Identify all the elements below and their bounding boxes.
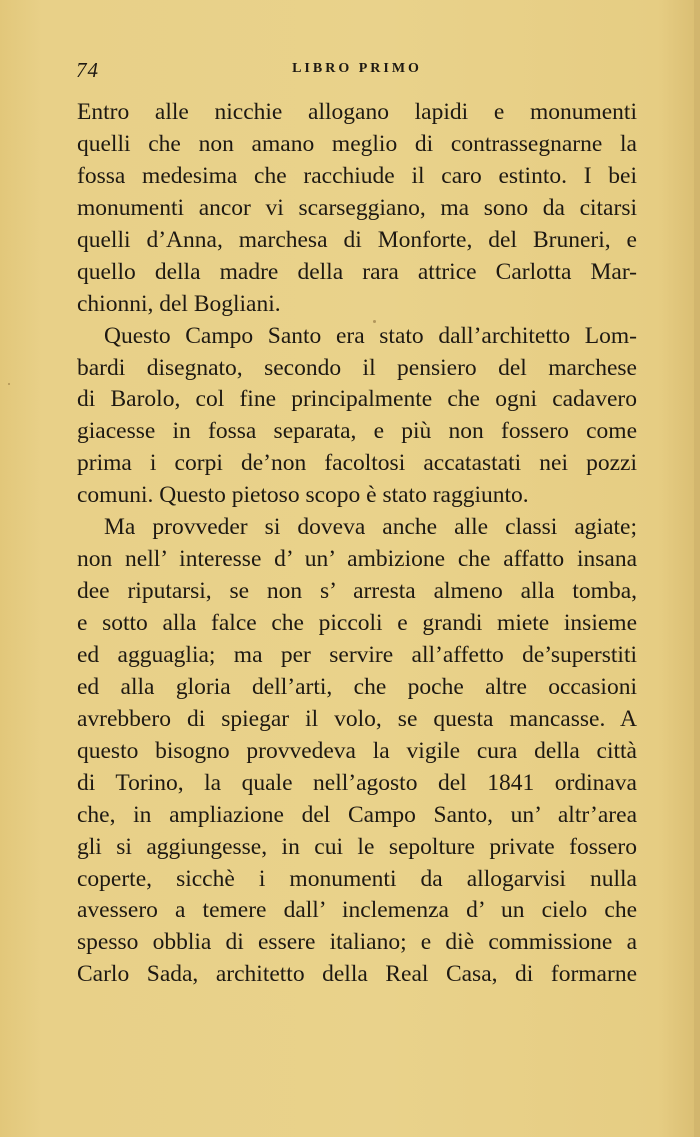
text-line: quello della madre della rara attrice Carlotta Mar-: [77, 258, 637, 285]
text-line: bardi disegnato, secondo il pensiero del marchese: [77, 354, 637, 381]
text-line: di Barolo, col fine principalmente che ogni cadavero: [77, 386, 637, 413]
text-line: di Torino, la quale nell’agosto del 1841 ordinava: [77, 769, 637, 796]
paper-speck: [8, 383, 10, 385]
text-line: ed agguaglia; ma per servire all’affetto de’superstiti: [77, 641, 637, 668]
text-line: coperte, sicchè i monumenti da allogarvisi nulla: [77, 865, 637, 892]
text-line: Entro alle nicchie allogano lapidi e monumenti: [77, 99, 637, 125]
text-line: monumenti ancor vi scarseggiano, ma sono da citarsi: [77, 194, 637, 221]
text-line: quelli che non amano meglio di contrassegnarne la: [77, 130, 637, 157]
text-line: giacesse in fossa separata, e più non fossero come: [77, 418, 637, 445]
paper-speck: [373, 320, 376, 323]
text-line: dee riputarsi, se non s’ arresta almeno alla tomba,: [77, 578, 637, 605]
text-line: ed alla gloria dell’arti, che poche altre occasioni: [77, 673, 637, 700]
text-line: non nell’ interesse d’ un’ ambizione che affatto insana: [77, 546, 637, 573]
text-line: quelli d’Anna, marchesa di Monforte, del Bruneri, e: [77, 226, 637, 253]
page-number: 74: [76, 58, 99, 82]
text-line: spesso obblia di essere italiano; e diè commissione a: [77, 929, 637, 956]
text-line: questo bisogno provvedeva la vigile cura della città: [77, 737, 637, 764]
text-line: comuni. Questo pietoso scopo è stato raggiunto.: [77, 482, 529, 509]
book-title: LIBRO PRIMO: [292, 61, 422, 76]
text-line: che, in ampliazione del Campo Santo, un’ altr’area: [77, 801, 637, 828]
text-line: fossa medesima che racchiude il caro estinto. I bei: [77, 162, 637, 189]
body-text: [77, 97, 637, 991]
page-edge-shadow: [694, 0, 700, 1137]
text-line: avessero a temere dall’ inclemenza d’ un cielo che: [77, 897, 637, 924]
text-line: avrebbero di spiegar il volo, se questa mancasse. A: [77, 705, 637, 732]
text-line: prima i corpi de’non facoltosi accatastati nei pozzi: [77, 450, 637, 477]
text-line: chionni, del Bogliani.: [77, 290, 281, 317]
running-head: [76, 52, 638, 86]
text-line: Carlo Sada, architetto della Real Casa, di formarne: [77, 961, 637, 988]
text-line: e sotto alla falce che piccoli e grandi miete insieme: [77, 610, 637, 636]
text-line: Questo Campo Santo era stato dall’architetto Lom-: [104, 322, 637, 349]
text-line: gli si aggiungesse, in cui le sepolture private fossero: [77, 833, 637, 860]
text-line: Ma provveder si doveva anche alle classi agiate;: [104, 514, 637, 541]
